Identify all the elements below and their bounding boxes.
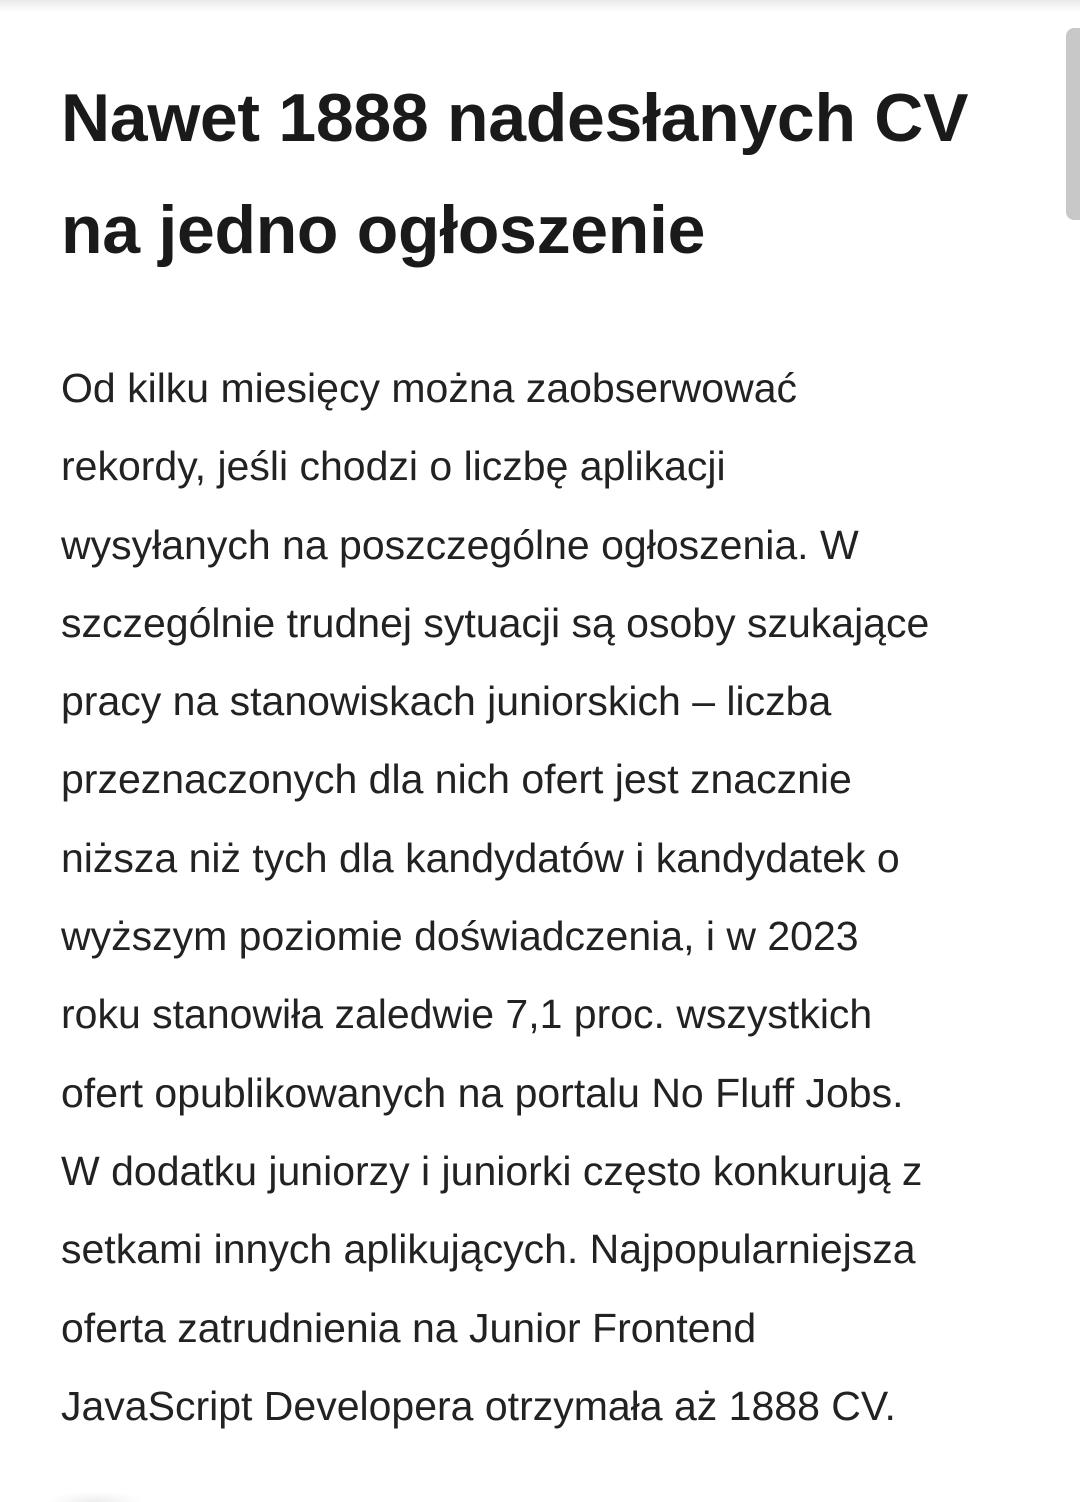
paragraph-line: przeznaczonych dla nich ofert jest znacznie <box>61 756 852 803</box>
paragraph-line: wyższym poziomie doświadczenia, i w 2023 <box>61 913 859 960</box>
paragraph-line: Od kilku miesięcy można zaobserwować <box>61 365 797 411</box>
article-paragraph <box>61 349 929 1445</box>
paragraph-line: oferta zatrudnienia na Junior Frontend <box>61 1304 757 1351</box>
paragraph-line: ofert opublikowanych na portalu No Fluff Jobs. <box>61 1069 904 1116</box>
headline-line: Nawet 1888 nadesłanych CV <box>61 80 969 156</box>
paragraph-line: wysyłanych na poszczególne ogłoszenia. W <box>61 521 859 568</box>
paragraph-line: JavaScript Developera otrzymała aż 1888 CV. <box>61 1382 896 1429</box>
paragraph-line: roku stanowiła zaledwie 7,1 proc. wszystkich <box>61 991 873 1038</box>
paragraph-line: pracy na stanowiskach juniorskich – liczba <box>61 678 832 725</box>
paragraph-line: rekordy, jeśli chodzi o liczbę aplikacji <box>61 443 726 490</box>
article-content <box>61 62 1026 1429</box>
paragraph-line: niższa niż tych dla kandydatów i kandydatek o <box>61 834 900 881</box>
bottom-fade <box>50 1492 140 1502</box>
paragraph-line: szczególnie trudnej sytuacji są osoby szukające <box>61 599 930 646</box>
headline-line: na jedno ogłoszenie <box>61 192 706 268</box>
paragraph-line: setkami innych aplikujących. Najpopularniejsza <box>61 1226 916 1273</box>
top-bar-shadow <box>0 0 1080 12</box>
scrollbar-thumb[interactable] <box>1066 28 1080 220</box>
paragraph-line: W dodatku juniorzy i juniorki często konkurują z <box>61 1147 923 1194</box>
article-headline <box>61 62 1026 286</box>
